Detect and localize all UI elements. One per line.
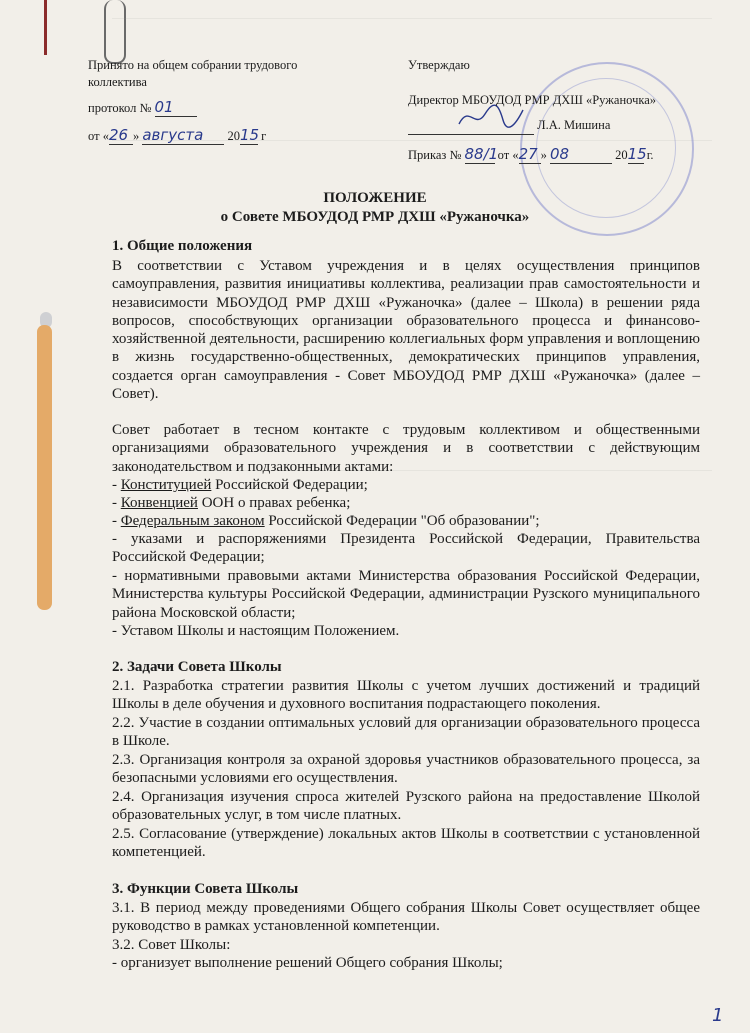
approval-line2: коллектива [88, 75, 147, 89]
constitution-link[interactable]: Конституцией [120, 477, 212, 493]
section-1-heading: 1. Общие положения [112, 238, 253, 254]
task-item: 2.1. Разработка стратегии развития Школы с учетом лучших достижений и традиций Школы в деле обучения и духовного воспитания подрастающего поколения. [112, 678, 700, 713]
function-item: 3.2. Совет Школы: [112, 937, 231, 953]
list-item: - нормативными правовыми актами Министерства образования Российской Федерации, Министерства культуры Российской Федерации, администрации Рузского муниципального района Московской области; [112, 568, 700, 621]
list-item: - Федеральным законом Российской Федерации "Об образовании"; [112, 513, 540, 529]
list-item: - Уставом Школы и настоящим Положением. [112, 623, 400, 639]
protocol-number: 01 [155, 99, 197, 117]
function-item: 3.1. В период между проведениями Общего собрания Школы Совет осуществляет общее руководство в рамках установленной компетенции. [112, 900, 700, 935]
task-item: 2.3. Организация контроля за охраной здоровья участников образовательного процесса, за безопасными условиями его осуществления. [112, 752, 700, 787]
order-line: Приказ № 88/1 от «27 » 08 2015 г. [408, 145, 654, 163]
document-title: ПОЛОЖЕНИЕ [323, 190, 427, 206]
protocol-line: протокол № 01 [88, 99, 197, 117]
function-item: - организует выполнение решений Общего собрания Школы; [112, 955, 503, 971]
list-item: - указами и распоряжениями Президента Российской Федерации, Правительства Российской Федерации; [112, 531, 700, 566]
federal-law-link[interactable]: Федеральным законом [120, 513, 265, 529]
list-item: - Конституцией Российской Федерации; [112, 477, 368, 493]
section-1-paragraph-2: Совет работает в тесном контакте с трудовым коллективом и общественными организациями образовательного учреждения и в соответствии с действующим законодательством и подзаконными актами: [112, 422, 700, 475]
list-item: - Конвенцией ООН о правах ребенка; [112, 495, 351, 511]
approval-block: Принято на общем собрании трудового [88, 58, 298, 72]
task-item: 2.2. Участие в создании оптимальных условий для организации образовательного процесса в Школе. [112, 715, 700, 750]
convention-link[interactable]: Конвенцией [120, 495, 198, 511]
director-title: Директор МБОУДОД РМР ДХШ «Ружаночка» [408, 93, 657, 107]
binder-mark [44, 0, 47, 55]
section-2-heading: 2. Задачи Совета Школы [112, 659, 282, 675]
task-item: 2.5. Согласование (утверждение) локальных актов Школы в соответствии с установленной компетенцией. [112, 826, 700, 861]
section-1-paragraph-1: В соответствии с Уставом учреждения и в целях осуществления принципов самоуправления, развития инициативы коллектива, реализации прав самостоятельности и независимости МБОУДОД РМР ДХШ «Ружаночка» (далее – Школа) в решении ряда вопросов, способствующих организации образовательного процесса и финансово-хозяйственной деятельности, расширению коллегиальных форм управления и воплощению в жизнь государственно-общественных, демократических принципов управления, создается орган самоуправления - Совет МБОУДОД РМР ДХШ «Ружаночка» (далее – Совет). [112, 258, 700, 403]
paper-clip [104, 0, 126, 64]
approval-date: от «26 » августа 2015 г [88, 126, 267, 144]
director-signature-line: Л.А. Мишина [408, 117, 610, 135]
approve-label: Утверждаю [408, 58, 470, 72]
section-3-heading: 3. Функции Совета Школы [112, 881, 299, 897]
page-number: 1 [712, 1005, 724, 1026]
task-item: 2.4. Организация изучения спроса жителей Рузского района на предоставление Школой образовательных услуг, в том числе платных. [112, 789, 700, 824]
tape-strip [37, 325, 52, 610]
document-subtitle: о Совете МБОУДОД РМР ДХШ «Ружаночка» [220, 209, 530, 225]
